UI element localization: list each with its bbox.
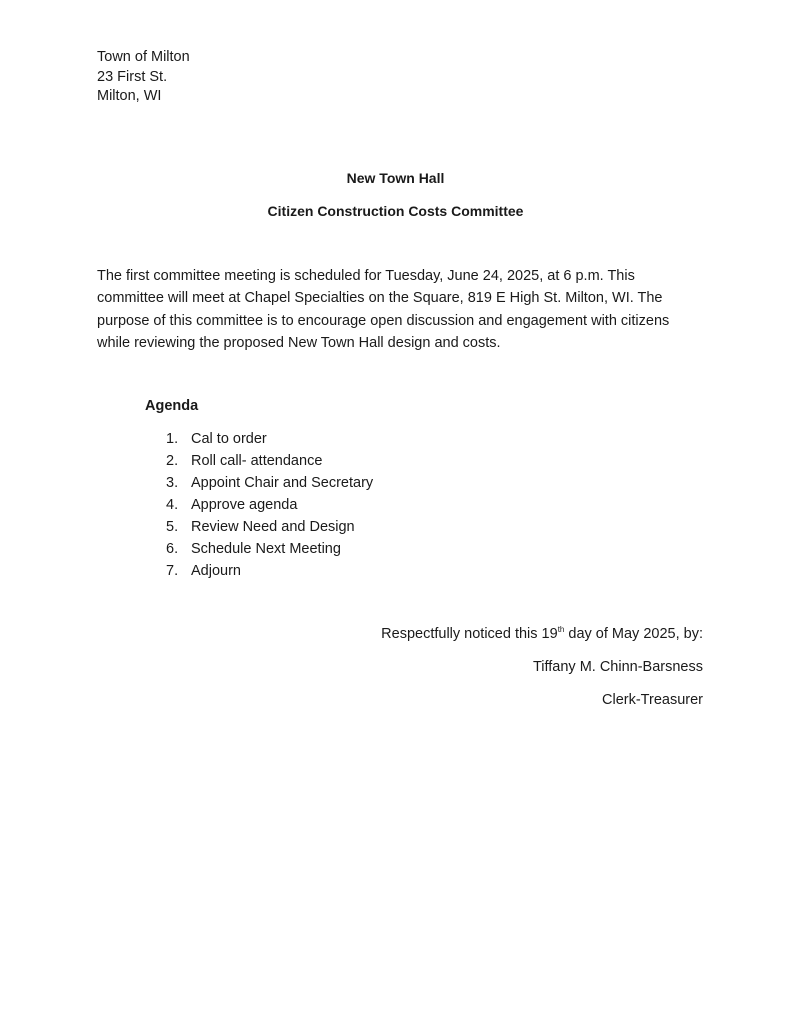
address-line-1: Town of Milton [97,49,190,65]
body-line-1: The first committee meeting is scheduled for Tuesday, June 24, 2025, at 6 p.m. This [97,268,635,284]
agenda-item-number: 3. [166,475,179,491]
sender-address [97,48,190,107]
agenda-item-text: Appoint Chair and Secretary [191,475,374,491]
agenda-item [166,517,373,539]
agenda-item-number: 5. [166,519,179,535]
signer-title: Clerk-Treasurer [602,692,703,708]
agenda-item-number: 1. [166,431,179,447]
notice-statement [381,626,703,642]
document-title: New Town Hall [346,170,445,186]
agenda-item-number: 7. [166,563,179,579]
notice-ordinal-suffix: th [557,625,565,634]
agenda-list [166,429,373,583]
agenda-item-number: 6. [166,541,179,557]
notice-prefix: Respectfully noticed this 19 [381,626,558,642]
agenda-item-text: Schedule Next Meeting [191,541,341,557]
address-line-3: Milton, WI [97,88,162,104]
body-line-2: committee will meet at Chapel Specialties on the Square, 819 E High St. Milton, WI. The [97,290,663,307]
agenda-heading: Agenda [145,398,199,414]
meeting-description [97,265,707,355]
agenda-item [166,451,373,473]
agenda-item-text: Cal to order [191,431,267,447]
agenda-item-text: Roll call- attendance [191,453,323,469]
signer-name: Tiffany M. Chinn-Barsness [532,659,703,675]
agenda-item [166,473,373,495]
notice-suffix: day of May 2025, by: [564,626,703,642]
body-line-4: while reviewing the proposed New Town Hall design and costs. [97,335,501,352]
agenda-item-number: 4. [166,497,179,513]
address-line-2: 23 First St. [97,68,168,85]
body-line-3: purpose of this committee is to encourage open discussion and engagement with citizens [97,312,670,329]
agenda-item-number: 2. [166,453,179,469]
agenda-item [166,561,373,583]
agenda-item [166,495,373,517]
agenda-item-text: Adjourn [191,563,241,579]
agenda-item [166,429,373,451]
agenda-item-text: Approve agenda [191,497,298,513]
agenda-item-text: Review Need and Design [191,519,355,535]
agenda-item [166,539,373,561]
document-subtitle: Citizen Construction Costs Committee [267,203,524,219]
